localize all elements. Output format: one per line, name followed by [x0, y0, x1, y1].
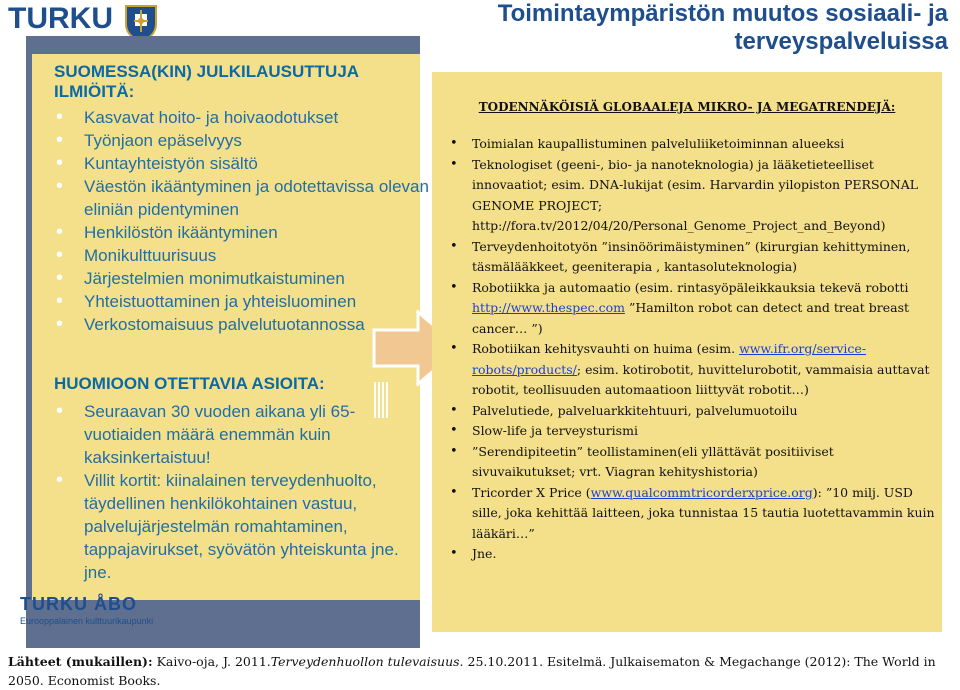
list-item: • Työnjaon epäselvyys: [54, 129, 429, 152]
logo-line2: Eurooppalainen kulttuurikaupunki: [20, 616, 154, 626]
list-item: [448, 278, 936, 340]
list-item: • Palvelutiede, palveluarkkitehtuuri, palvelumuotoilu: [448, 401, 936, 422]
sources-footer: [8, 652, 952, 690]
list-item: • Seuraavan 30 vuoden aikana yli 65-vuotiaiden määrä enemmän kuin kaksinkertaistuu!: [54, 400, 429, 469]
list-item: [448, 483, 936, 545]
list-item: • ”Serendipiteetin” teollistaminen(eli yllättävät positiiviset sivuvaikutukset; vrt. Viagran kehityshistoria): [448, 442, 936, 483]
trends-list: [448, 134, 936, 565]
list-item: • Yhteistuottaminen ja yhteisluominen: [54, 290, 429, 313]
considerations-list: [54, 400, 429, 584]
left-heading-phenomena: SUOMESSA(KIN) JULKILAUSUTTUJA ILMIÖITÄ:: [54, 62, 359, 101]
item-text: ): ”10 milj. USD sille, joka kehittää laitteen, joka tunnistaa 15 tautia luotettavammin kuin lääkäri…”: [472, 484, 935, 541]
list-item: • Kasvavat hoito- ja hoivaodotukset: [54, 106, 429, 129]
item-text: ”Hamilton robot can detect and treat breast cancer… ”): [472, 300, 910, 336]
sources-label: Lähteet (mukaillen):: [8, 654, 153, 669]
sources-text: Kaivo-oja, J. 2011.: [152, 654, 271, 669]
left-heading-considerations: HUOMIOON OTETTAVIA ASIOITA:: [54, 374, 325, 393]
list-item: • Teknologiset (geeni-, bio- ja nanoteknologia) ja lääketieteelliset innovaatiot; esim. DNA-lukijat (esim. Harvardin yilopiston PERSONAL GENOME PROJECT; http://fora.tv/2012/04/20/Personal_Genome_Project_and_Beyond): [448, 155, 936, 237]
list-item: • Verkostomaisuus palvelutuotannossa: [54, 313, 429, 336]
list-item: [448, 339, 936, 401]
list-item: • Henkilöstön ikääntyminen: [54, 221, 429, 244]
phenomena-list: [54, 106, 429, 336]
ifr-link[interactable]: www.ifr.org/service-robots/products/: [472, 341, 867, 377]
thespec-link[interactable]: http://www.thespec.com: [472, 300, 625, 315]
list-item: • Villit kortit: kiinalainen terveydenhuolto, täydellinen henkilökohtainen vastuu, palvelujärjestelmän romahtaminen, tappajavirukset, syövätön yhteiskunta jne. jne.: [54, 469, 429, 584]
tricorder-link[interactable]: www.qualcommtricorderxprice.org: [590, 484, 813, 500]
right-panel: [432, 72, 942, 632]
list-item: • Slow-life ja terveysturismi: [448, 421, 936, 442]
left-panel: [26, 36, 429, 648]
list-item: • Jne.: [448, 544, 936, 565]
list-item: • Terveydenhoitotyön ”insinöörimäistyminen” (kirurgian kehittyminen, täsmälääkkeet, geeniterapia , kantasoluteknologia): [448, 237, 936, 278]
page-title: Toimintaympäristön muutos sosiaali- ja terveyspalveluissa: [497, 0, 948, 55]
list-item: • Toimialan kaupallistuminen palveluliiketoiminnan alueeksi: [448, 134, 936, 155]
item-text: ; esim. kotirobotit, huvittelurobotit, vammaisia auttavat robotit, teollisuuden automaatioon liittyvät robotit…): [472, 361, 930, 397]
item-text: Robotiikka ja automaatio (esim. rintasyöpäleikkauksia tekevä robotti: [472, 279, 909, 295]
sources-text: . 25.10.2011. Esitelmä. Julkaisematon & Megachange (2012): The World in 2050. Economist Books.: [8, 654, 936, 688]
item-text: Tricorder X Price (: [472, 484, 591, 500]
turku-abo-logo: [20, 594, 153, 626]
sources-title: Terveydenhuollon tulevaisuus: [270, 654, 460, 669]
list-item: • Väestön ikääntyminen ja odotettavissa olevan eliniän pidentyminen: [54, 175, 429, 221]
list-item: • Monikulttuurisuus: [54, 244, 429, 267]
item-text: Robotiikan kehitysvauhti on huima (esim.: [472, 341, 740, 356]
turku-logo-text: TURKU: [8, 2, 113, 35]
trends-heading: TODENNÄKÖISIÄ GLOBAALEJA MIKRO- JA MEGATRENDEJÄ:: [478, 100, 896, 114]
list-item: • Kuntayhteistyön sisältö: [54, 152, 429, 175]
logo-line1: TURKU ÅBO: [20, 594, 137, 614]
list-item: • Järjestelmien monimutkaistuminen: [54, 267, 429, 290]
